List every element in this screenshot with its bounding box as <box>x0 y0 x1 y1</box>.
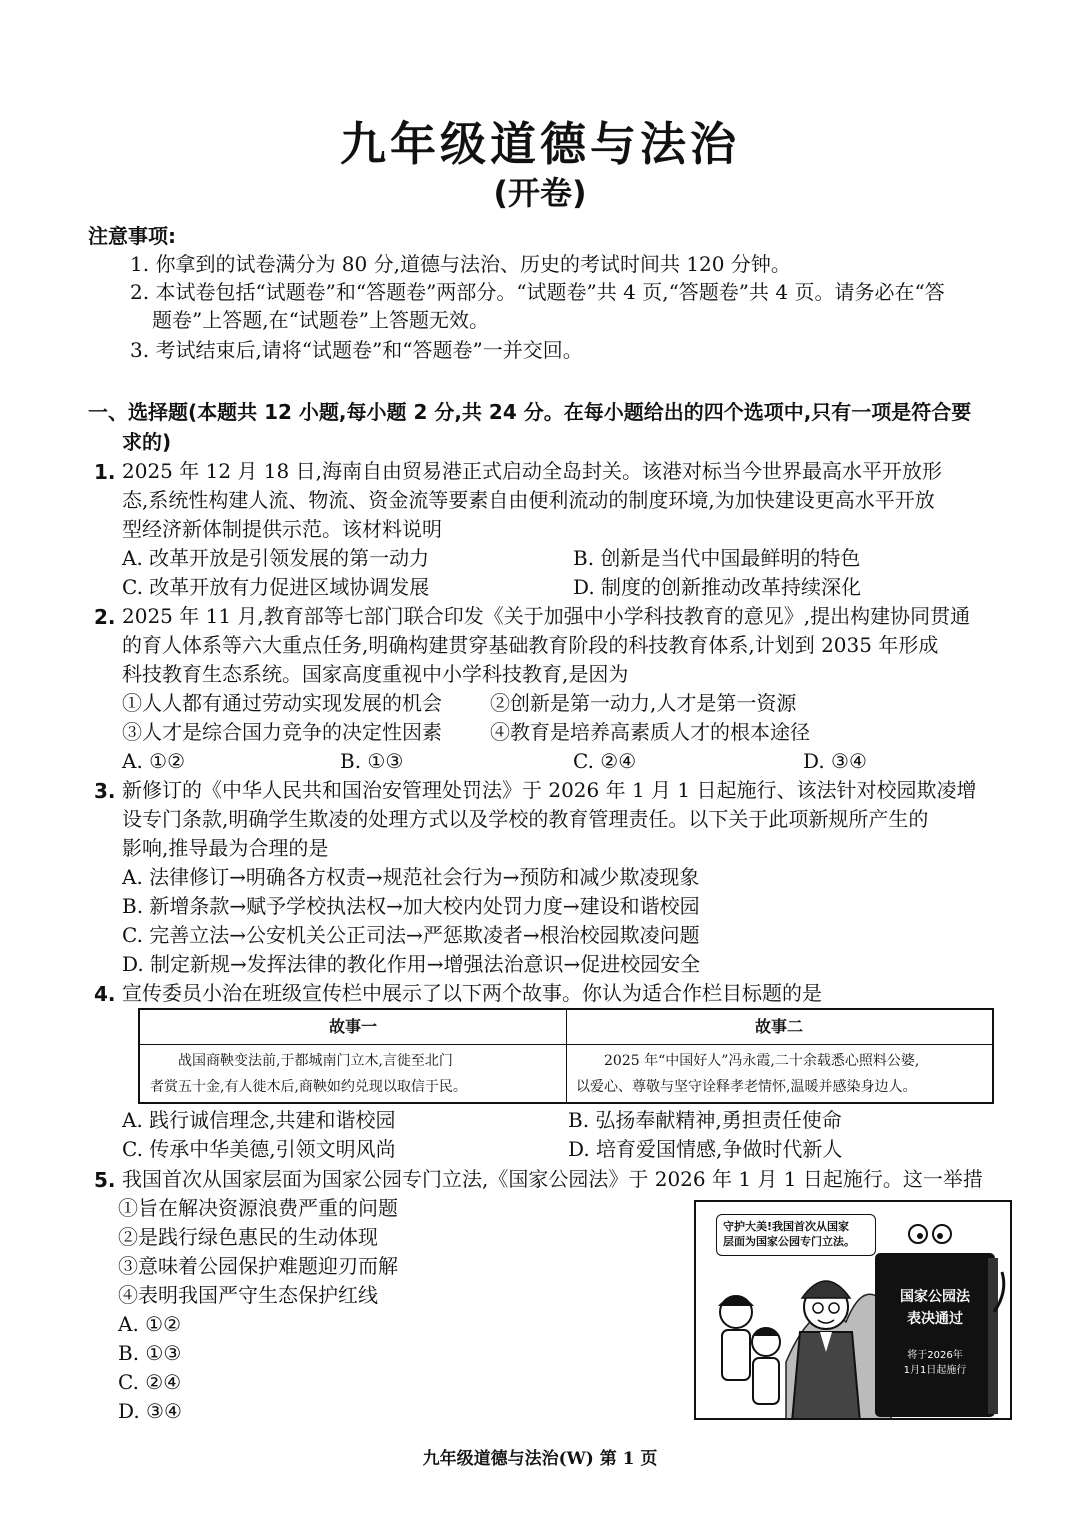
q5-option-d: D. ③④ <box>118 1399 182 1423</box>
q4-option-b: B. 弘扬奉献精神,勇担责任使命 <box>568 1108 842 1132</box>
story-1-header: 故事一 <box>328 1017 377 1036</box>
q2-option-b: B. ①③ <box>340 749 404 773</box>
q5-option-c: C. ②④ <box>118 1370 182 1394</box>
notice-item-2: 2. 本试卷包括“试题卷”和“答题卷”两部分。“试题卷”共 4 页,“答题卷”共 4 页。请务必在“答 <box>130 280 945 304</box>
story-1-line-1: 战国商鞅变法前,于都城南门立木,言徙至北门 <box>178 1053 453 1069</box>
page-footer: 九年级道德与法治(W) 第 1 页 <box>422 1449 658 1469</box>
q4-stem: 宣传委员小治在班级宣传栏中展示了以下两个故事。你认为适合作栏目标题的是 <box>122 981 822 1005</box>
q5-item-1: ①旨在解决资源浪费严重的问题 <box>118 1196 398 1220</box>
notice-item-3: 3. 考试结束后,请将“试题卷”和“答题卷”一并交回。 <box>130 338 583 362</box>
book-title <box>876 1286 994 1330</box>
q1-option-a: A. 改革开放是引领发展的第一动力 <box>122 546 430 570</box>
q2-option-a: A. ①② <box>122 749 186 773</box>
q2-stem-2: 的育人体系等六大重点任务,明确构建贯穿基础教育阶段的科技教育体系,计划到 2035 年形成 <box>122 633 939 657</box>
notice-item-2-cont: 题卷”上答题,在“试题卷”上答题无效。 <box>152 308 490 332</box>
section-heading: 一、选择题(本题共 12 小题,每小题 2 分,共 24 分。在每小题给出的四个选项中,只有一项是符合要 <box>88 400 972 424</box>
question-number: 4. <box>94 982 116 1006</box>
q2-stem-3: 科技教育生态系统。国家高度重视中小学科技教育,是因为 <box>122 662 629 686</box>
q3-option-a: A. 法律修订→明确各方权责→规范社会行为→预防和减少欺凌现象 <box>122 865 700 889</box>
q3-stem-1: 新修订的《中华人民共和国治安管理处罚法》于 2026 年 1 月 1 日起施行、该法针对校园欺凌增 <box>122 778 977 802</box>
q2-item-1: ①人人都有通过劳动实现发展的机会 <box>122 691 442 715</box>
exam-subtitle: (开卷) <box>493 174 587 212</box>
exam-title: 九年级道德与法治 <box>340 117 740 171</box>
q1-stem-3: 型经济新体制提供示范。该材料说明 <box>122 517 442 541</box>
story-1-text <box>140 1048 566 1100</box>
q1-option-c: C. 改革开放有力促进区域协调发展 <box>122 575 430 599</box>
q5-option-a: A. ①② <box>118 1312 182 1336</box>
book-note <box>876 1348 994 1378</box>
speech-bubble-line-1: 守护大美!我国首次从国家 <box>723 1220 850 1233</box>
q3-stem-3: 影响,推导最为合理的是 <box>122 836 329 860</box>
q3-option-b: B. 新增条款→赋予学校执法权→加大校内处罚力度→建设和谐校园 <box>122 894 700 918</box>
notice-heading: 注意事项: <box>88 224 176 248</box>
story-2-line-2: 以爱心、尊敬与坚守诠释孝老情怀,温暖并感染身边人。 <box>576 1079 917 1095</box>
q1-stem-1: 2025 年 12 月 18 日,海南自由贸易港正式启动全岛封关。该港对标当今世界最高水平开放形 <box>122 459 942 483</box>
question-number: 2. <box>94 605 116 629</box>
q5-item-3: ③意味着公园保护难题迎刃而解 <box>118 1254 398 1278</box>
q2-item-2: ②创新是第一动力,人才是第一资源 <box>490 691 797 715</box>
q1-option-d: D. 制度的创新推动改革持续深化 <box>573 575 862 599</box>
story-2-text <box>566 1048 992 1100</box>
speech-bubble-line-2: 层面为国家公园专门立法。 <box>723 1235 855 1248</box>
q2-item-3: ③人才是综合国力竞争的决定性因素 <box>122 720 442 744</box>
q4-option-c: C. 传承中华美德,引领文明风尚 <box>122 1137 396 1161</box>
cartoon-illustration <box>694 1200 1012 1420</box>
story-1-line-2: 者赏五十金,有人徙木后,商鞅如约兑现以取信于民。 <box>150 1079 467 1095</box>
q5-stem: 我国首次从国家层面为国家公园专门立法,《国家公园法》于 2026 年 1 月 1 日起施行。这一举措 <box>122 1167 983 1191</box>
notice-item-1: 1. 你拿到的试卷满分为 80 分,道德与法治、历史的考试时间共 120 分钟。 <box>130 252 791 276</box>
speech-bubble <box>716 1214 876 1256</box>
story-2-header: 故事二 <box>754 1017 803 1036</box>
question-number: 1. <box>94 460 116 484</box>
q1-option-b: B. 创新是当代中国最鲜明的特色 <box>573 546 861 570</box>
section-heading-cont: 求的) <box>122 430 172 454</box>
q1-stem-2: 态,系统性构建人流、物流、资金流等要素自由便利流动的制度环境,为加快建设更高水平开放 <box>122 488 935 512</box>
book-title-line-1: 国家公园法 <box>900 1289 970 1305</box>
q2-item-4: ④教育是培养高素质人才的根本途径 <box>490 720 810 744</box>
q3-option-c: C. 完善立法→公安机关公正司法→严惩欺凌者→根治校园欺凌问题 <box>122 923 700 947</box>
q5-option-b: B. ①③ <box>118 1341 182 1365</box>
q2-option-c: C. ②④ <box>573 749 637 773</box>
q5-item-4: ④表明我国严守生态保护红线 <box>118 1283 378 1307</box>
q4-option-a: A. 践行诚信理念,共建和谐校园 <box>122 1108 396 1132</box>
book-note-line-1: 将于2026年 <box>907 1350 963 1361</box>
q5-item-2: ②是践行绿色惠民的生动体现 <box>118 1225 378 1249</box>
question-number: 3. <box>94 779 116 803</box>
book-note-line-2: 1月1日起施行 <box>903 1365 967 1376</box>
q3-option-d: D. 制定新规→发挥法律的教化作用→增强法治意识→促进校园安全 <box>122 952 701 976</box>
q2-option-d: D. ③④ <box>803 749 867 773</box>
question-number: 5. <box>94 1168 116 1192</box>
q4-option-d: D. 培育爱国情感,争做时代新人 <box>568 1137 843 1161</box>
story-table <box>138 1008 994 1104</box>
q3-stem-2: 设专门条款,明确学生欺凌的处理方式以及学校的教育管理责任。以下关于此项新规所产生的 <box>122 807 929 831</box>
q2-stem-1: 2025 年 11 月,教育部等七部门联合印发《关于加强中小学科技教育的意见》,提出构建协同贯通 <box>122 604 971 628</box>
story-2-line-1: 2025 年“中国好人”冯永霞,二十余载悉心照料公婆, <box>604 1053 920 1069</box>
book-title-line-2: 表决通过 <box>907 1311 963 1327</box>
